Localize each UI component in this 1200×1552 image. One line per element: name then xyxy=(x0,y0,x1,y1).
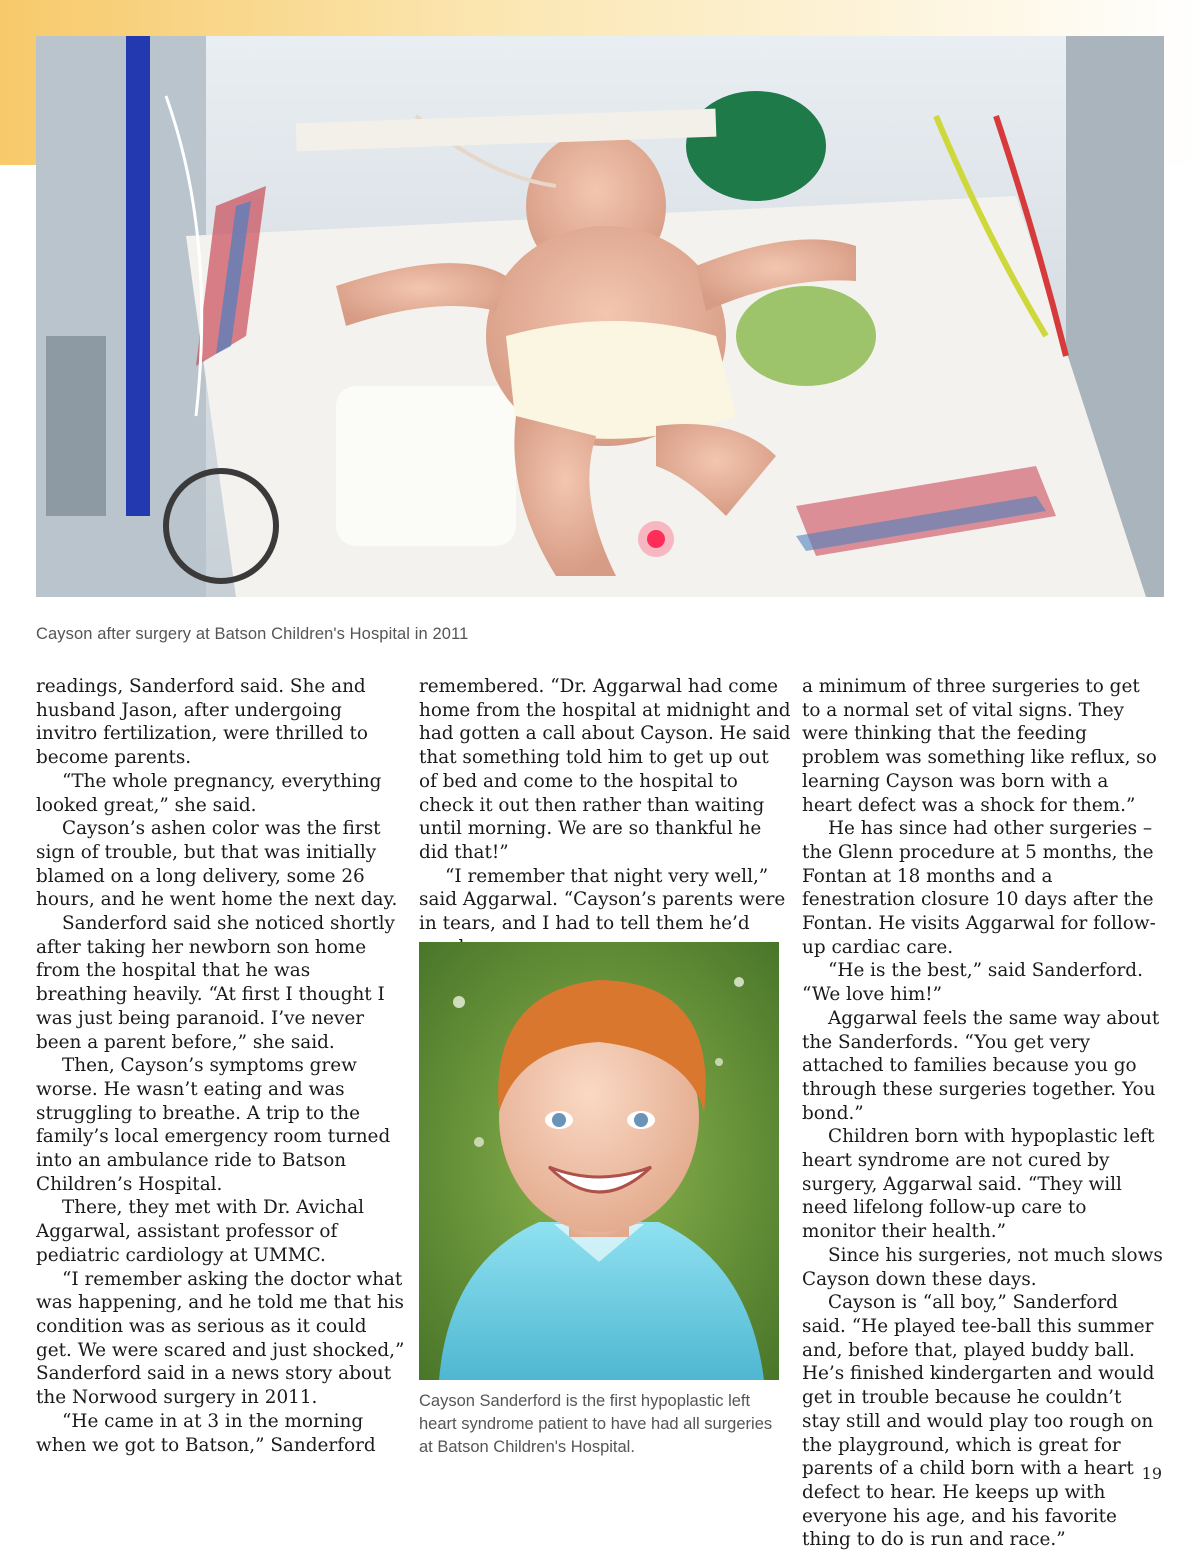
article-column-1 xyxy=(36,675,406,1457)
paragraph: He has since had other surgeries – the Glenn procedure at 5 months, the Fontan at 18 months and a fenestration closure 10 days after the Fontan. He visits Aggarwal for follow-up cardiac care. xyxy=(802,818,1156,958)
paragraph: Then, Cayson’s symptoms grew worse. He wasn’t eating and was struggling to breathe. A trip to the family’s local emergency room turned into an ambulance ride to Batson Children’s Hospital. xyxy=(36,1055,391,1195)
page-number: 19 xyxy=(1141,1464,1162,1483)
paragraph: “I remember that night very well,” said Aggarwal. “Cayson’s parents were in tears, and I had to tell them he’d xyxy=(419,865,786,935)
paragraph: Children born with hypoplastic left heart syndrome are not cured by surgery, Aggarwal said. “They will need lifelong follow-up care to monitor their health.” xyxy=(802,1126,1155,1243)
paragraph: Aggarwal feels the same way about the Sanderfords. “You get very attached to families because you go through these surgeries together. You bond.” xyxy=(802,1007,1160,1124)
paragraph: remembered. “Dr. Aggarwal had come home from the hospital at midnight and had gotten a call about Cayson. He said that something told him to get up out of bed and come to the hospital to check it out then rather than waiting until morning. We are so thankful he did that!” xyxy=(419,676,791,863)
article-column-3 xyxy=(802,675,1164,1552)
child-photo-caption: Cayson Sanderford is the first hypoplastic left heart syndrome patient to have had all surgeries at Batson Children's Hospital. xyxy=(419,1392,773,1456)
paragraph: readings, Sanderford said. She and husband Jason, after undergoing invitro fertilization, were thrilled to become parents. xyxy=(36,676,368,769)
article-column-2 xyxy=(419,675,791,959)
paragraph: Since his surgeries, not much slows Cayson down these days. xyxy=(802,1244,1163,1290)
paragraph: a minimum of three surgeries to get to a normal set of vital signs. They were thinking that the feeding problem was something like reflux, so learning Cayson was born with a heart defect was a shock for them.” xyxy=(802,676,1157,816)
paragraph: There, they met with Dr. Avichal Aggarwal, assistant professor of pediatric cardiology at UMMC. xyxy=(36,1197,364,1266)
paragraph: “The whole pregnancy, everything looked great,” she said. xyxy=(36,770,382,816)
paragraph: Cayson is “all boy,” Sanderford said. “He played tee-ball this summer and, before that, played buddy ball. He’s finished kindergarten and would get in trouble because he couldn’t stay still and would play too rough on the playground, which is great for parents of a child born with a heart defect to hear. He keeps up with everyone his age, and his favorite thing to do is run and race.” xyxy=(802,1292,1155,1551)
hospital-photo xyxy=(36,36,1164,597)
paragraph: Sanderford said she noticed shortly after taking her newborn son home from the hospital that he was breathing heavily. “At first I thought I was just being paranoid. I’ve never been a parent before,” she said. xyxy=(36,913,395,1053)
paragraph: Cayson’s ashen color was the first sign of trouble, but that was initially blamed on a long delivery, some 26 hours, and he went home the next day. xyxy=(36,818,398,911)
paragraph: “He is the best,” said Sanderford. “We love him!” xyxy=(802,960,1143,1006)
paragraph: “I remember asking the doctor what was happening, and he told me that his condition was as serious as it could get. We were scared and just shocked,” Sanderford said in a news story about the Norwood surgery in 2011. xyxy=(36,1268,405,1409)
main-photo-caption: Cayson after surgery at Batson Children's Hospital in 2011 xyxy=(36,625,469,643)
paragraph: “He came in at 3 in the morning when we got to Batson,” Sanderford xyxy=(36,1410,376,1456)
child-portrait-photo xyxy=(419,942,779,1380)
